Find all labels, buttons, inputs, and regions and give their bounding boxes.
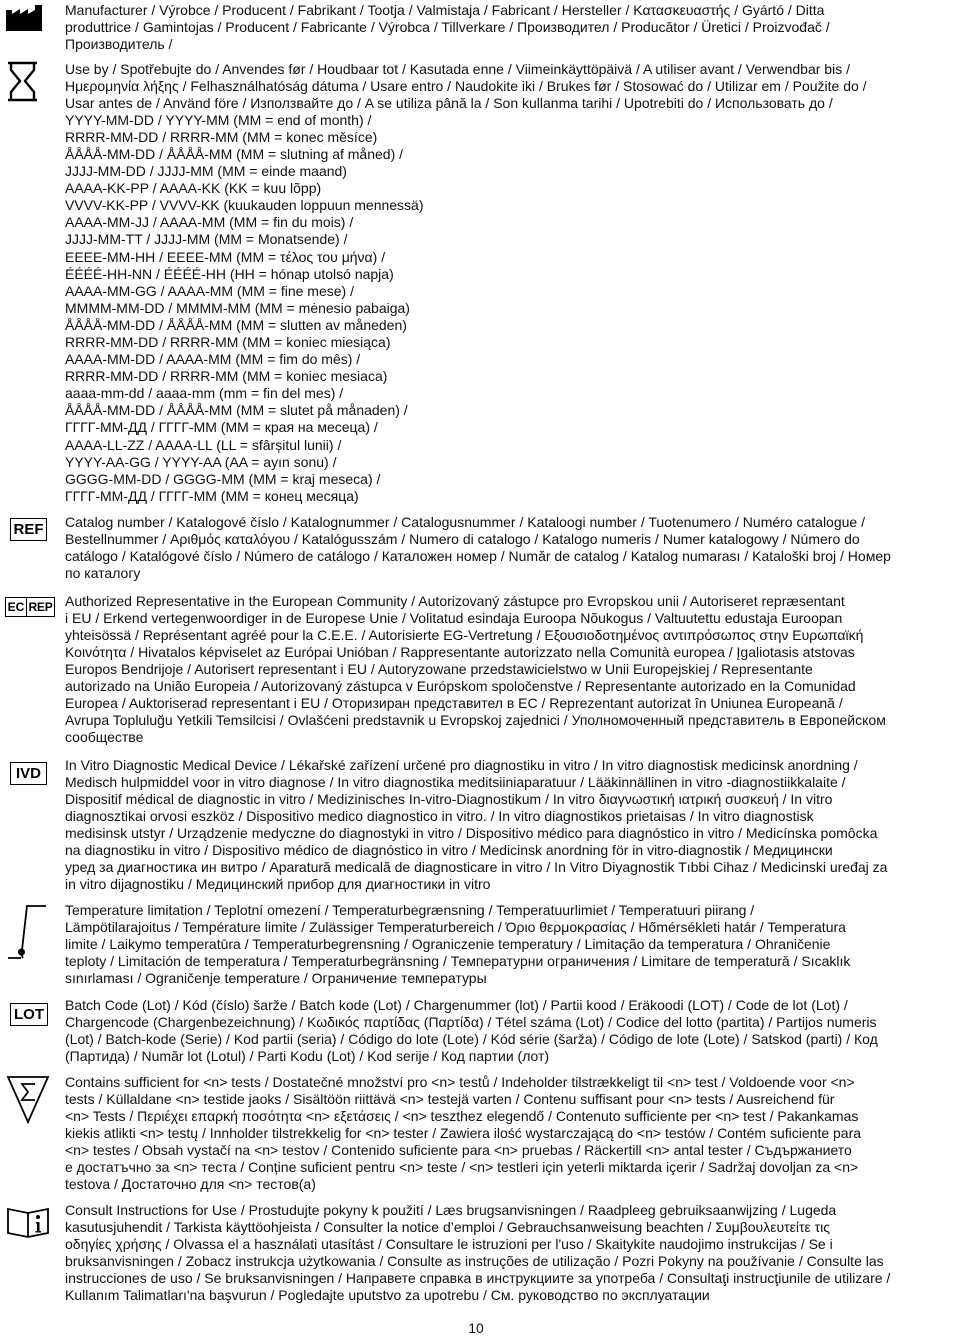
text-line: RRRR-MM-DD / RRRR-MM (MM = koniec mesiaca) (65, 368, 388, 385)
text-line: Κοινότητα / Hivatalos képviselet az Európai Unióban / Rappresentante autorizzato nella Comunità europea / Įgaliotasis atstovas (65, 643, 855, 660)
ec-label: EC (6, 598, 27, 616)
text-line: <n> testes / Obsah vystačí na <n> testov / Contenido suficiente para <n> pruebas / Räckertill <n> antal tester / Съдържанието (65, 1141, 852, 1158)
text-line: AAAA-MM-GG / AAAA-MM (MM = fine mese) / (65, 282, 354, 299)
text-line: EEEE-MM-HH / EEEE-MM (MM = τέλος του μήνα) / (65, 248, 386, 265)
text-line: produttrice / Gamintojas / Producent / Fabricante / Výrobca / Tillverkare / Производител / Producător / Üretici / Proizvođač / (65, 19, 830, 36)
text-line: teploty / Limitación de temperatura / Temperaturbegränsning / Температурни ограничения / Limitare de temperatură / Sıcaklık (65, 952, 851, 969)
text-line: autorizado na União Europeia / Autorizovaný zástupca v Európskom spoločenstve / Representante autorizado en la Comunidad (65, 677, 856, 694)
lot-label: LOT (14, 1006, 44, 1023)
info-dot (36, 1215, 40, 1219)
text-line: Usar antes de / Använd före / Използвайте до / A se utiliza până la / Son kullanma tarihi / Upotrebiti do / Использовать до / (65, 94, 833, 111)
hourglass-shape (8, 63, 37, 100)
section-catalog-number (65, 514, 957, 582)
text-line: limite / Laikymo temperatūra / Temperaturbegrensning / Ograniczenie temperatury / Limitação da temperatura / Ohraničenie (65, 935, 831, 952)
rep-label: REP (28, 600, 53, 614)
info-stem (36, 1222, 42, 1233)
text-line: GGGG-MM-DD / GGGG-MM (MM = kraj meseca) / (65, 470, 381, 487)
text-line: medisinsk utstyr / Urządzenie medyczne do diagnostyki in vitro / Dispositivo médico para diagnóstico in vitro / Medicínska pomôcka (65, 824, 878, 841)
text-line: Europea / Auktoriserad representant i EU / Оторизиран представител в ЕС / Reprezentant autorizat în Uniunea Europeană / (65, 695, 843, 712)
section-temperature-limitation (65, 902, 957, 987)
text-line: diagnosztikai orvosi eszköz / Dispositivo medico diagnostico in vitro. / In vitro diagnostikos prietaisas / In vitro diagnostisk (65, 807, 814, 824)
text-line: AAAA-MM-DD / AAAA-MM (MM = fim do mês) / (65, 351, 361, 368)
section-consult-instructions (65, 1202, 957, 1305)
ivd-symbol (10, 762, 47, 785)
ref-label: REF (13, 521, 44, 538)
text-line: Ημερομηνία λήξης / Felhasználhatóság dátuma / Usare entro / Naudokite iki / Brukes før / Stosować do / Utilizar em / Použite do / (65, 77, 867, 94)
text-line: AAAA-LL-ZZ / AAAA-LL (LL = sfârșitul lunii) / (65, 436, 342, 453)
text-line: testova / Достаточно для <n> тестов(а) (65, 1176, 316, 1193)
text-line: ГГГГ-ММ-ДД / ГГГГ-ММ (ММ = края на месеца) / (65, 419, 378, 436)
text-line: Europos Bendrijoje / Autorisert representant i EU / Autoryzowane przedstawicielstwo w Unii Europejskiej / Representante (65, 660, 813, 677)
text-line: RRRR-MM-DD / RRRR-MM (MM = koniec miesiąca) (65, 334, 391, 350)
sigma-shape (22, 1084, 35, 1100)
section-use-by (65, 61, 957, 505)
text-line: Medisch hulpmiddel voor in vitro diagnose / In vitro diagnostika meditsiiniaparatuur / Lääkinnällinen in vitro -diagnostiikkalaite / (65, 773, 846, 790)
text-line: οδηγίες χρήσης / Olvassa el a használati utasítást / Consultare le istruzioni per l'uso / Skaitykite naudojimo instrukcijas / Se i (65, 1235, 833, 1252)
text-line: (Lot) / Batch-kode (Serie) / Kod partii (seria) / Código do lote (Lote) / Kód série (šarža) / Código de lote (Lote) / Satskod (parti) / Код (65, 1030, 878, 1047)
section-manufacturer (65, 2, 957, 53)
text-line: Производитель / (65, 36, 173, 53)
text-line: yhteisössä / Représentant agréé pour la C.E.E. / Autorisierte EG-Vertretung / Εξουσιοδοτημένος αντιπρόσωπος στην Ευρωπαϊκή (65, 626, 864, 643)
text-line: Manufacturer / Výrobce / Producent / Fabrikant / Tootja / Valmistaja / Fabricant / Hersteller / Κατασκευαστής / Gyártó / Ditta (65, 2, 825, 18)
thermometer-shape (8, 906, 46, 958)
text-line: Temperature limitation / Teplotní omezení / Temperaturbegrænsning / Temperatuurlimiet / Temperatuuri piirang / (65, 901, 755, 918)
text-line: Use by / Spotřebujte do / Anvendes før / Houdbaar tot / Kasutada enne / Viimeinkäyttöpäivä / A utiliser avant / Verwendbar bis / (65, 60, 850, 77)
text-line: е достатъчно за <n> теста / Conține suficient pentru <n> teste / <n> testleri için yeterli miktarda içerir / Sadržaj dovoljan za <n> (65, 1158, 859, 1175)
text-line: по каталогу (65, 564, 141, 581)
ec-rep-symbol (5, 597, 55, 617)
text-line: Batch Code (Lot) / Kód (číslo) šarže / Batch kode (Lot) / Chargenummer (lot) / Partii kood / Eräkoodi (LOT) / Code de lot (Lot) / (65, 996, 848, 1013)
text-line: VVVV-KK-PP / VVVV-KK (kuukauden loppuun mennessä) (65, 197, 424, 214)
ivd-label: IVD (15, 765, 41, 782)
text-line: Consult Instructions for Use / Prostudujte pokyny k použití / Læs brugsanvisningen / Raadpleeg gebruiksaanwijzing / Lugeda (65, 1201, 837, 1218)
text-line: in vitro dijagnostiku / Медицинский прибор для диагностики in vitro (65, 876, 491, 893)
text-line: уред за диагностика ин витро / Aparatură medicală de diagnosticare in vitro / In Vitro Diyagnostik Tıbbi Cihaz / Medicinski uređaj za (65, 859, 888, 876)
text-line: ГГГГ-ММ-ДД / ГГГГ-ММ (ММ = конец месяца) (65, 487, 359, 504)
text-line: In Vitro Diagnostic Medical Device / Lékařské zařízení určené pro diagnostiku in vitro / In vitro diagnostisk medicinsk anordning / (65, 756, 858, 773)
section-in-vitro-diagnostic (65, 757, 957, 894)
text-line: ÅÅÅÅ-MM-DD / ÅÅÅÅ-MM (MM = slutten av måneden) (65, 316, 407, 333)
section-batch-code (65, 997, 957, 1065)
text-line: Kullanım Talimatları'na başvurun / Pogledajte uputstvo za upotrebu / См. руководство по эксплуатации (65, 1286, 710, 1303)
text-line: catálogo / Katalógové číslo / Número de catálogo / Каталожен номер / Număr de catalog / Katalog numarası / Kataloški broj / Номер (65, 547, 891, 564)
text-line: bruksanvisningen / Zobacz instrukcja użytkowania / Consulte as instruções de utilização / Pozri Pokyny na používanie / Consulte las (65, 1252, 884, 1269)
text-line: Chargencode (Chargenbezeichnung) / Κωδικός παρτίδας (Παρτίδα) / Tétel száma (Lot) / Codice del lotto (partita) / Partijos numeris (65, 1013, 877, 1030)
text-line: YYYY-MM-DD / YYYY-MM (MM = end of month) / (65, 111, 372, 128)
text-line: JJJJ-MM-DD / JJJJ-MM (MM = einde maand) (65, 163, 347, 180)
text-line: JJJJ-MM-TT / JJJJ-MM (MM = Monatsende) / (65, 231, 348, 248)
text-line: сообществе (65, 729, 144, 746)
text-line: i EU / Erkend vertegenwoordiger in de Europese Unie / Volitatud esindaja Euroopa Nõukogus / Valtuutettu edustaja Euroopan (65, 609, 843, 626)
text-line: kasutusjuhendit / Tarkista käyttöohjeista / Consulter la notice d’emploi / Gebrauchsanweisung beachten / Συμβουλευτείτε τις (65, 1218, 831, 1235)
text-line: na diagnostiku in vitro / Dispositivo médico de diagnóstico in vitro / Medicinsk anordning för in vitro-diagnostik / Медицински (65, 841, 833, 858)
text-line: sınırlaması / Ograničenje temperature / Ограничение температуры (65, 969, 487, 986)
text-line: instrucciones de uso / Se bruksanvisningen / Направете справка в инструкциите за употреба / Consultaţi instrucţiunile de utilizare / (65, 1269, 891, 1286)
text-line: Bestellnummer / Αριθμός καταλόγου / Katalógusszám / Numero di catalogo / Katalogo numeris / Numer katalogowy / Número do (65, 530, 860, 547)
factory-icon (5, 4, 43, 32)
text-line: <n> Tests / Περιέχει επαρκή ποσότητα <n> εξετάσεις / <n> teszthez elegendő / Contenuto sufficiente per <n> test / Pakankamas (65, 1107, 859, 1124)
text-line: RRRR-MM-DD / RRRR-MM (MM = konec měsíce) (65, 128, 378, 145)
text-line: AAAA-KK-PP / AAAA-KK (KK = kuu lõpp) (65, 180, 322, 197)
book-info-icon (7, 1205, 50, 1239)
lot-symbol (10, 1003, 48, 1026)
text-line: YYYY-AA-GG / YYYY-AA (AA = ayın sonu) / (65, 453, 337, 470)
text-line: kiekis atlikti <n> testų / Innholder tilstrekkelig for <n> tester / Zawiera ilość wystarczającą do <n> testów / Contém suficiente para (65, 1124, 862, 1141)
thermometer-bulb (18, 949, 25, 956)
text-line: AAAA-MM-JJ / AAAA-MM (MM = fin du mois) / (65, 214, 354, 231)
ref-symbol (10, 518, 47, 541)
page-number: 10 (468, 1320, 484, 1336)
sigma-triangle-icon (7, 1075, 50, 1124)
text-line: Catalog number / Katalogové číslo / Katalognummer / Catalogusnummer / Kataloogi number / Tuotenumero / Numéro catalogue / (65, 513, 865, 530)
section-contains-sufficient (65, 1074, 957, 1194)
section-authorized-representative (65, 593, 957, 747)
text-line: ÅÅÅÅ-MM-DD / ÅÅÅÅ-MM (MM = slutet på månaden) / (65, 402, 408, 419)
text-line: Lämpötilarajoitus / Température limite / Zulässiger Temperaturbereich / Όριο θερμοκρασίας / Hőmérsékleti határ / Temperatura (65, 918, 846, 935)
hourglass-icon (7, 61, 38, 102)
text-line: (Партида) / Număr lot (Lotul) / Parti Kodu (Lot) / Kod serije / Код партии (лот) (65, 1047, 550, 1064)
text-line: Authorized Representative in the European Community / Autorizovaný zástupce pro Evropskou unii / Autoriseret repræsentant (65, 592, 845, 609)
text-line: Dispositif médical de diagnostic in vitro / Medizinisches In-vitro-Diagnostikum / In vitro διαγνωστική ιατρική συσκευή / In vitro (65, 790, 833, 807)
text-line: Avrupa Topluluğu Yetkili Temsilcisi / Ovlašćeni predstavnik u Evropskoj zajednici / Уполномоченный представитель в Европейском (65, 712, 886, 729)
text-line: MMMM-MM-DD / MMMM-MM (MM = mėnesio pabaiga) (65, 299, 410, 316)
text-line: ÅÅÅÅ-MM-DD / ÅÅÅÅ-MM (MM = slutning af måned) / (65, 145, 404, 162)
thermometer-icon (7, 902, 47, 964)
text-line: Contains sufficient for <n> tests / Dostatečné množství pro <n> testů / Indeholder tilstrækkeligt til <n> test / Voldoende voor <n> (65, 1073, 855, 1090)
text-line: aaaa-mm-dd / aaaa-mm (mm = fin del mes) / (65, 385, 344, 402)
book-shape (8, 1209, 48, 1237)
factory-shape (6, 5, 42, 31)
text-line: ÉÉÉÉ-HH-NN / ÉÉÉÉ-HH (HH = hónap utolsó napja) (65, 265, 394, 282)
text-line: tests / Küllaldane <n> testide jaoks / Sisältöön riittävä <n> testejä varten / Contenu suffisant pour <n> tests / Ausreichend für (65, 1090, 835, 1107)
